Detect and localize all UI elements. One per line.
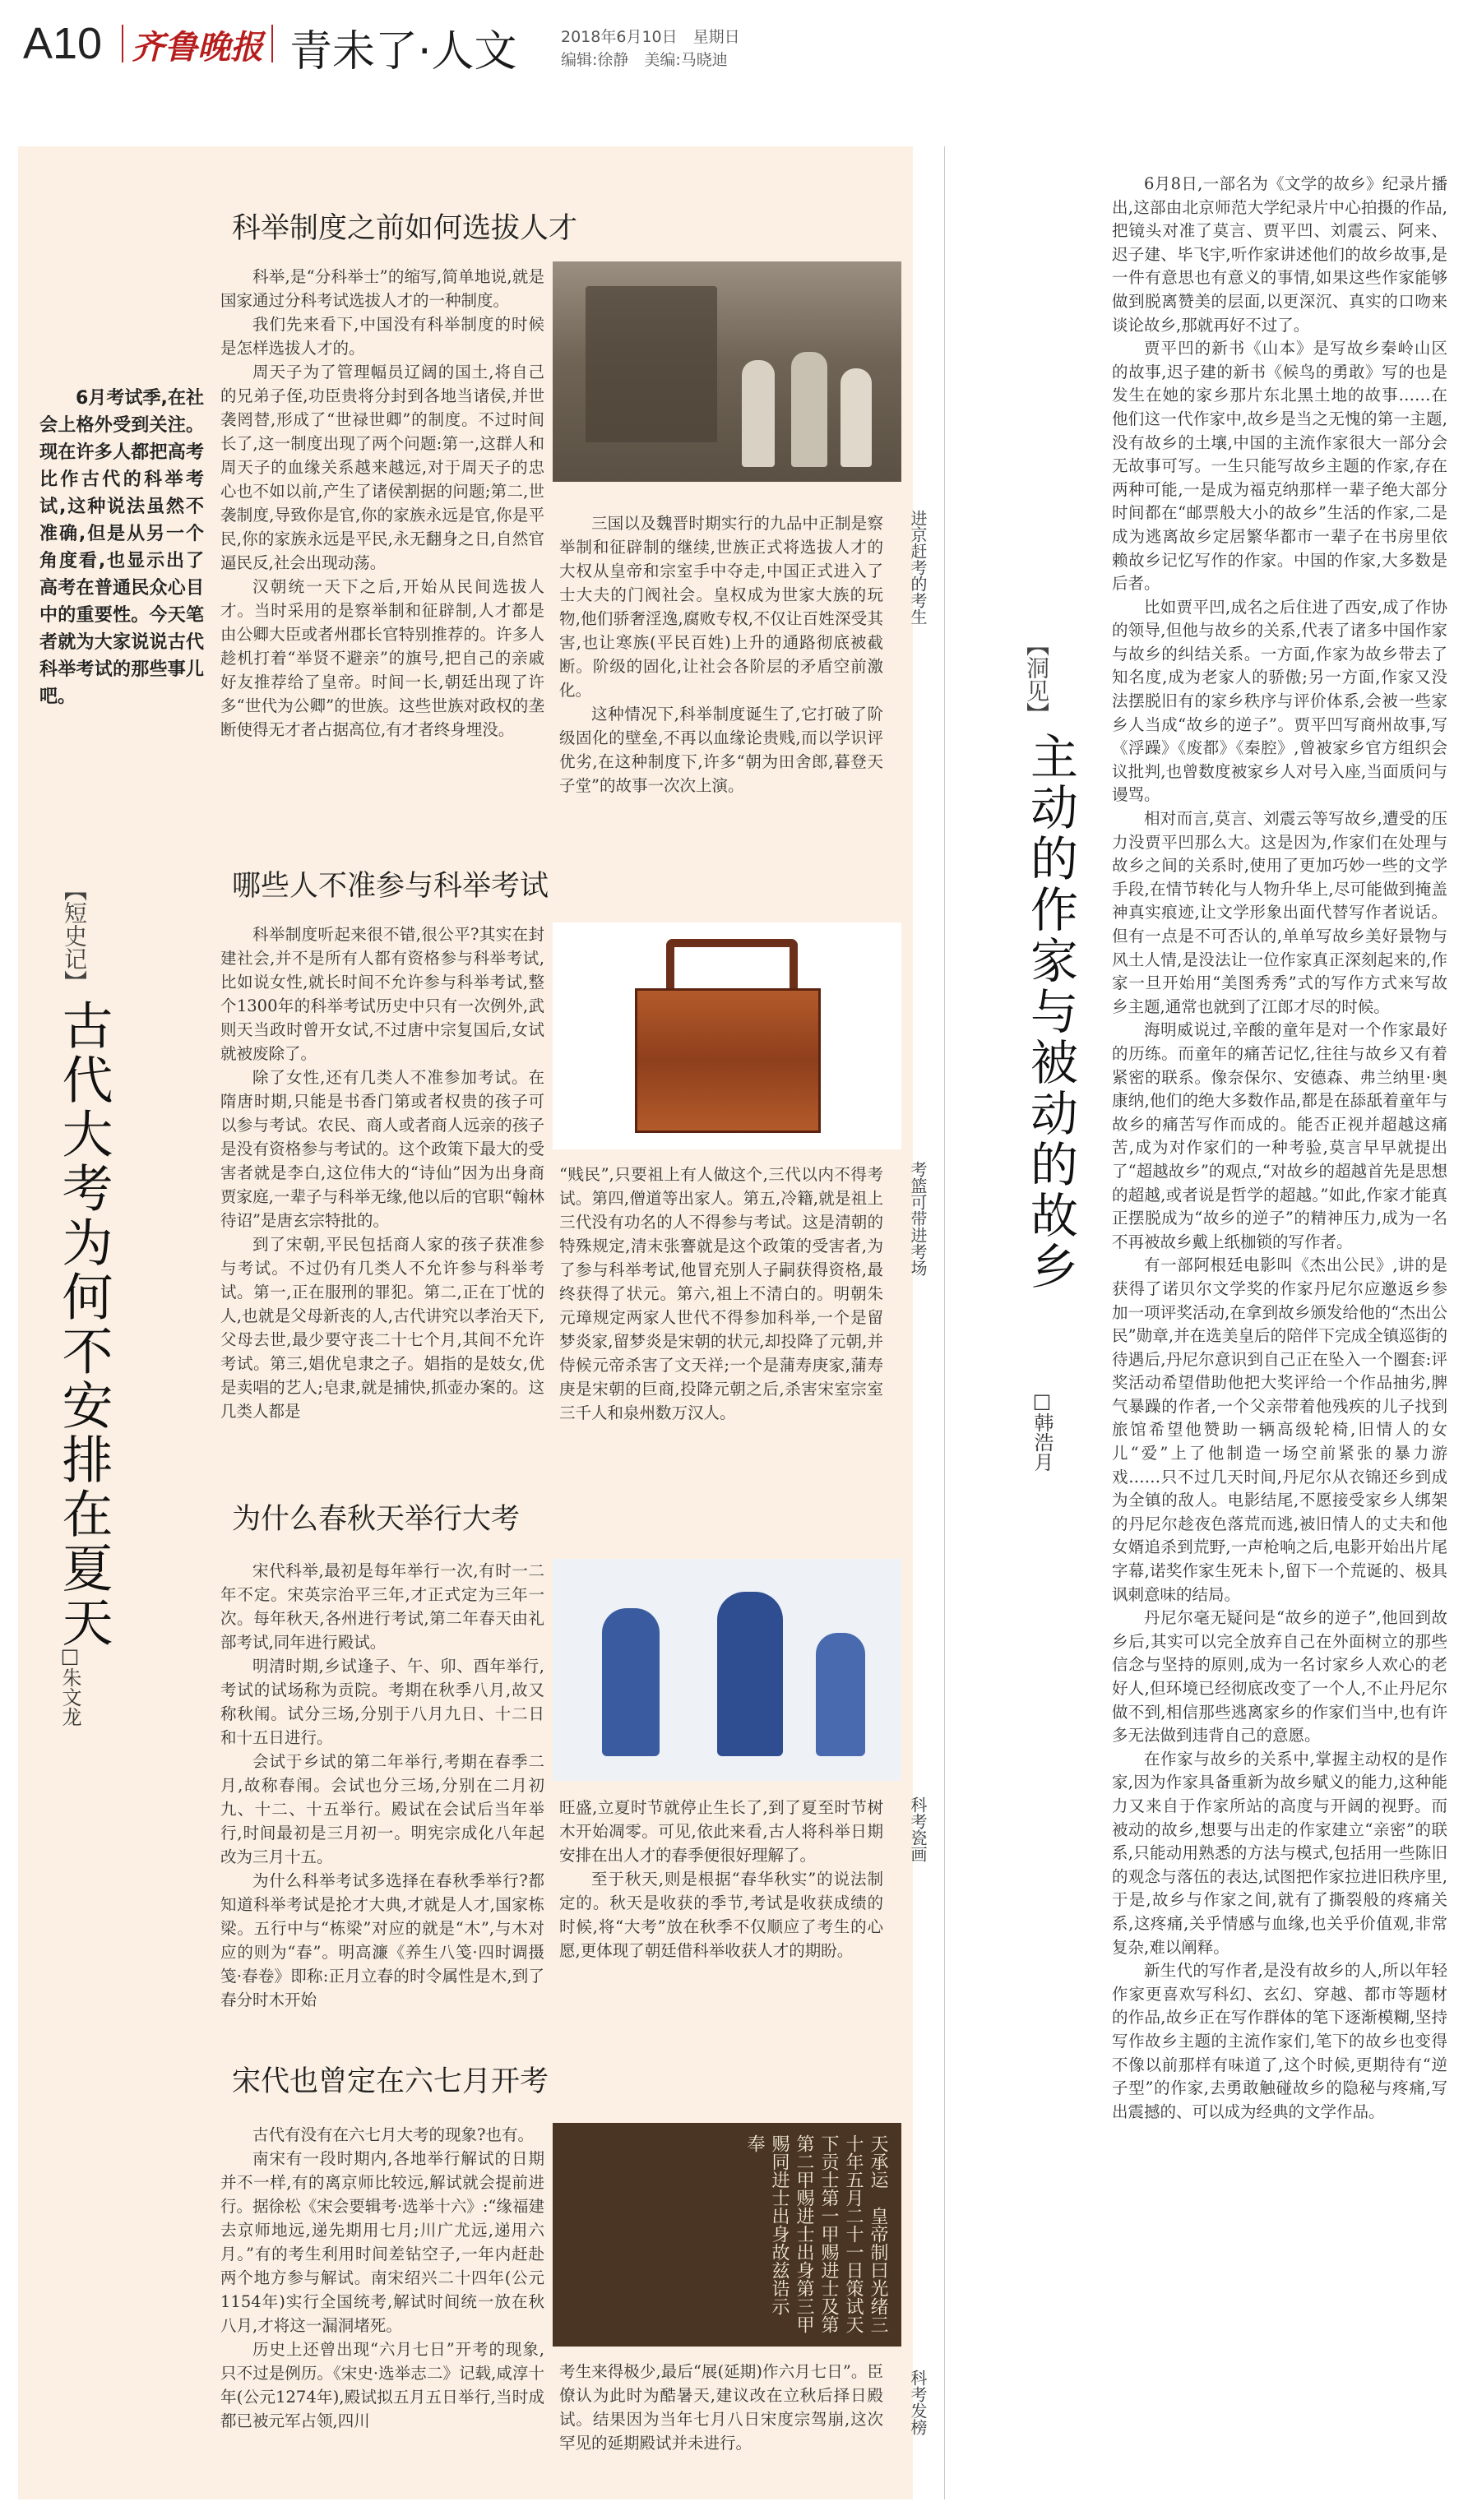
photo-exam-results-list <box>553 2123 901 2347</box>
paragraph: 会试于乡试的第二年举行,考期在春季二月,故称春闱。会试也分三场,分别在二月初九、十二、十五举行。殿试在会试后当年举行,时间最初是三月初一。明宪宗成化八年起改为三月十五。 <box>220 1752 544 1866</box>
section-title-3: 为什么春秋天举行大考 <box>232 1503 521 1536</box>
paragraph: 汉朝统一天下之后,开始从民间选拔人才。当时采用的是察举制和征辟制,人才都是由公卿大臣或者州郡长官特别推荐的。许多人趁机打着“举贤不避亲”的旗号,把自己的亲戚好友推荐给了皇帝。时间一长,朝廷出现了许多“世代为公卿”的世族。这些世族对政权的垄断使得无才者占据高位,有才者终身埋没。 <box>220 577 544 739</box>
paragraph: 宋代科举,最初是每年举行一次,有时一二年不定。宋英宗治平三年,才正式定为三年一次。每年秋天,各州进行考试,第二年春天由礼部考试,同年进行殿试。 <box>220 1561 544 1652</box>
section-title-4: 宋代也曾定在六七月开考 <box>232 2065 549 2098</box>
paragraph: 科举制度听起来很不错,很公平?其实在封建社会,并不是所有人都有资格参与科举考试,比如说女性,就长时间不允许参与科举考试,整个1300年的科举考试历史中只有一次例外,武则天当政时曾开女试,不过唐中宗复国后,女试就被废除了。 <box>220 925 544 1063</box>
paragraph: 比如贾平凹,成名之后住进了西安,成了作协的领导,但他与故乡的关系,代表了诸多中国作家与故乡的纠结关系。一方面,作家为故乡带去了知名度,成为老家人的骄傲;另一方面,作家又没法摆脱旧有的家乡秩序与评价体系,会被一些家乡人当成“故乡的逆子”。贾平凹写商州故事,写《浮躁》《废都》《秦腔》,曾被家乡官方组织会议批判,也曾数度被家乡人对号入座,当面质问与谩骂。 <box>1112 597 1447 805</box>
photo-caption-1: 进京赶考的考生 <box>908 510 928 625</box>
paragraph: 这种情况下,科举制度诞生了,它打破了阶级固化的壁垒,不再以血缘论贵贱,而以学识评优劣,在这种制度下,许多“朝为田舍郎,暮登天子堂”的故事一次次上演。 <box>559 705 883 795</box>
photo-figure <box>791 352 827 467</box>
section-3-column-1 <box>220 1559 544 2012</box>
paragraph: 相对而言,莫言、刘震云等写故乡,遭受的压力没贾平凹那么大。这是因为,作家们在处理与故乡之间的关系时,使用了更加巧妙一些的文学手段,在情节转化与人物升华上,尽可能做到掩盖神真实痕迹,让文学形象出面代替写作者说话。但有一点是不可否认的,单单写故乡美好景物与风土人情,是没法让一位作家真正深刻起来的,作家一旦开始用“美图秀秀”式的写作方式来写故乡主题,通常也就到了江郎才尽的时候。 <box>1112 809 1447 1016</box>
paragraph: 三国以及魏晋时期实行的九品中正制是察举制和征辟制的继续,世族正式将选拔人才的大权从皇帝和宗室手中夺走,中国正式进入了士大夫的门阀社会。皇权成为世家大族的玩物,他们骄奢淫逸,腐败专权,不仅让百姓深受其害,也让寒族(平民百姓)上升的通路彻底被截断。阶级的固化,让社会各阶层的矛盾空前激化。 <box>559 514 883 700</box>
paragraph: 古代有没有在六七月大考的现象?也有。 <box>252 2125 534 2144</box>
paragraph: 有一部阿根廷电影叫《杰出公民》,讲的是获得了诺贝尔文学奖的作家丹尼尔应邀返乡参加一项评奖活动,在拿到故乡颁发给他的“杰出公民”勋章,并在选美皇后的陪伴下完成全镇巡街的待遇后,丹尼尔意识到自己正在坠入一个圈套:评奖活动希望借助他把大奖评给一个作品抽劣,脾气暴躁的作者,一个父亲带着他残疾的儿子找到旅馆希望他赞助一辆高级轮椅,旧情人的女儿“爱”上了他制造一场空前紧张的暴力游戏……只不过几天时间,丹尼尔从衣锦还乡到成为全镇的敌人。电影结尾,不愿接受家乡人绑架的丹尼尔趁夜色落荒而逃,被旧情人的丈夫和他女婿追杀到荒野,一声枪响之后,电影开始出片尾字幕,诺奖作家生死未卜,留下一个荒诞的、极具讽刺意味的结局。 <box>1112 1255 1447 1604</box>
section-name: 青未了·人文 <box>289 27 517 76</box>
paragraph: “贱民”,只要祖上有人做这个,三代以内不得考试。第四,僧道等出家人。第五,冷籍,就是祖上三代没有功名的人不得参与考试。这是清朝的特殊规定,清末张謇就是这个政策的受害者,为了参与科举考试,他冒充别人子嗣获得资格,最终获得了状元。第六,祖上不清白的。明朝朱元璋规定两家人世代不得参加科举,一个是留梦炎家,留梦炎是宋朝的状元,却投降了元朝,并侍候元帝杀害了文天祥;一个是蒲寿庚家,蒲寿庚是宋朝的巨商,投降元朝之后,杀害宋室宗室三千人和泉州数万汉人。 <box>559 1165 883 1422</box>
section-4-column-2 <box>559 2360 883 2455</box>
photo-figure <box>742 360 775 467</box>
page-number: A10 <box>23 19 103 68</box>
paragraph: 在作家与故乡的关系中,掌握主动权的是作家,因为作家具备重新为故乡赋义的能力,这种能力又来自于作家所站的高度与开阔的视野。而被动的故乡,想要与出走的作家建立“亲密”的联系,只能动用熟悉的方法与模式,包括用一些陈旧的观念与落伍的表达,试图把作家拉进旧秩序里,于是,故乡与作家之间,就有了撕裂般的疼痛关系,这疼痛,关乎情感与血缘,也关乎价值观,非常复杂,难以阐释。 <box>1112 1749 1447 1957</box>
section-3-column-2 <box>559 1796 883 1963</box>
paragraph: 旺盛,立夏时节就停止生长了,到了夏至时节树木开始凋零。可见,依此来看,古人将科举日期安排在出人才的春季便很好理解了。 <box>559 1798 883 1865</box>
photo-figure <box>841 368 872 467</box>
paragraph: 科举,是“分科举士”的缩写,简单地说,就是国家通过分科考试选拔人才的一种制度。 <box>220 267 544 310</box>
article-intro: 6月考试季,在社会上格外受到关注。现在许多人都把高考比作古代的科举考试,这种说法虽然不准确,但是从另一个角度看,也显示出了高考在普通民众心目中的重要性。今天笔者就为大家说说古代科举考试的那些事儿吧。 <box>39 388 204 707</box>
paragraph: 周天子为了管理幅员辽阔的国土,将自己的兄弟子侄,功臣贵将分封到各地当诸侯,并世袭罔替,形成了“世禄世卿”的制度。不过时间长了,这一制度出现了两个问题:第一,这群人和周天子的血缘关系越来越远,对于周天子的忠心也不如以前,产生了诸侯割据的问题;第二,世袭制度,导致你是官,你的家族永远是官,你是平民,你的家族永远是平民,永无翻身之日,自然官逼民反,社会出现动荡。 <box>220 363 544 572</box>
section-title-2: 哪些人不准参与科举考试 <box>232 870 549 903</box>
paragraph: 考生来得极少,最后“展(延期)作六月七日”。臣僚认为此时为酷暑天,建议改在立秋后择日殿试。结果因为当年七月八日宋度宗驾崩,这次罕见的延期殿试并未进行。 <box>559 2362 883 2453</box>
paragraph: 南宋有一段时期内,各地举行解试的日期并不一样,有的离京师比较远,解试就会提前进行。据徐松《宋会要辑考·选举十六》:“缘福建去京师地远,递先期用七月;川广尤远,递用六月。”有的考生利用时间差钻空子,一年内赶赴两个地方参与解试。南宋绍兴二十四年(公元1154年)实行全国统考,解试时间统一放在秋八月,才将这一漏洞堵死。 <box>220 2149 544 2335</box>
photo-caption-2: 考篮可带进考场 <box>908 1161 928 1276</box>
paragraph: 我们先来看下,中国没有科举制度的时候是怎样选拔人才的。 <box>220 315 544 358</box>
right-byline: □韩浩月 <box>1030 1389 1054 1472</box>
photo-exam-basket <box>553 922 901 1149</box>
photo-exam-candidates <box>553 261 901 482</box>
paragraph: 为什么科举考试多选择在春秋季举行?都知道科举考试是抡才大典,才就是人才,国家栋梁。五行中与“栋梁”对应的就是“木”,与木对应的则为“春”。明高濂《养生八笺·四时调摄笺·春卷》即称:正月立春的时令属性是木,到了春分时木开始 <box>220 1871 544 2009</box>
right-article-body <box>1112 173 1447 2124</box>
porcelain-figure <box>602 1608 660 1756</box>
masthead-divider <box>122 25 123 62</box>
left-headline: 古代大考为何不安排在夏天 <box>53 999 113 1650</box>
paragraph: 海明威说过,辛酸的童年是对一个作家最好的历练。而童年的痛苦记忆,往往与故乡又有着紧密的联系。像奈保尔、安德森、弗兰纳里·奥康纳,他们的绝大多数作品,都是在舔舐着童年与故乡的痛苦写作而成的。能否正视并超越这痛苦,成为对作家们的一种考验,莫言早早就提出了“超越故乡”的观点,“对故乡的超越首先是思想的超越,或者说是哲学的超越。”如此,作家才能真正摆脱成为“故乡的逆子”的精神压力,成为一名不再被故乡戴上纸枷锁的写作者。 <box>1112 1020 1447 1251</box>
imperial-list-text: 天承运 皇帝制曰光绪三十年五月二十一日策试天下贡士第一甲赐进士及第第二甲赐进士出身第三甲赐同进士出身故兹诰示 奉 <box>744 2134 888 2333</box>
section-1-column-1 <box>220 265 544 742</box>
photo-caption-4: 科考发榜 <box>908 2370 928 2435</box>
editors-line: 编辑:徐静 美编:马晓迪 <box>561 51 728 69</box>
section-title-1: 科举制度之前如何选拔人才 <box>232 212 578 245</box>
section-2-column-1 <box>220 922 544 1423</box>
porcelain-figure <box>717 1592 783 1756</box>
column-divider <box>944 146 945 2499</box>
photo-caption-3: 科考瓷画 <box>908 1796 928 1862</box>
column-label-insight: 【洞见】 <box>1023 633 1050 725</box>
photo-gate-shape <box>586 286 717 442</box>
date-line: 2018年6月10日 星期日 <box>561 28 740 46</box>
photo-porcelain-painting <box>553 1559 901 1781</box>
paper-logo: 齐鲁晚报 <box>132 28 263 67</box>
left-byline: □朱文龙 <box>58 1644 81 1727</box>
paragraph: 明清时期,乡试逢子、午、卯、酉年举行,考试的试场称为贡院。考期在秋季八月,故又称秋闱。试分三场,分别于八月九日、十二日和十五日进行。 <box>220 1657 544 1747</box>
paragraph: 丹尼尔毫无疑问是“故乡的逆子”,他回到故乡后,其实可以完全放弃自己在外面树立的那些信念与坚持的原则,成为一名讨家乡人欢心的老好人,但环境已经彻底改变了一个人,不止丹尼尔做不到,相信那些逃离家乡的作家们当中,也有许多无法做到违背自己的意愿。 <box>1112 1608 1447 1746</box>
paragraph: 至于秋天,则是根据“春华秋实”的说法制定的。秋天是收获的季节,考试是收获成绩的时候,将“大考”放在秋季不仅顺应了考生的心愿,更体现了朝廷借科举收获人才的期盼。 <box>559 1870 883 1960</box>
section-2-column-2 <box>559 1163 883 1425</box>
right-headline: 主动的作家与被动的故乡 <box>1022 732 1078 1292</box>
paragraph: 贾平凹的新书《山本》是写故乡秦岭山区的故事,迟子建的新书《候鸟的勇敢》写的也是发生在她的家乡那片东北黑土地的故事……在他们这一代作家中,故乡是当之无愧的第一主题,没有故乡的土壤,中国的主流作家很大一部分会无故事可写。一生只能写故乡主题的作家,存在两种可能,一是成为福克纳那样一辈子绝大部分时间都在“邮票般大小的故乡”生活的作家,二是成为逃离故乡定居繁华都市一辈子在书房里依赖故乡记忆写作的作家。中国的作家,大多数是后者。 <box>1112 339 1447 594</box>
paragraph: 历史上还曾出现“六月七日”开考的现象,只不过是例历。《宋史·选举志二》记载,咸淳十年(公元1274年),殿试拟五月五日举行,当时成都已被元军占领,四川 <box>220 2340 544 2430</box>
basket-body <box>635 988 821 1133</box>
section-1-column-2 <box>559 511 883 798</box>
column-label-short-history: 【短史记】 <box>61 878 88 993</box>
masthead <box>0 0 1468 82</box>
masthead-divider-2 <box>271 25 273 62</box>
paragraph: 6月8日,一部名为《文学的故乡》纪录片播出,这部由北京师范大学纪录片中心拍摄的作品,把镜头对准了莫言、贾平凹、刘震云、阿来、迟子建、毕飞宇,听作家讲述他们的故乡故事,是一件有意思也有意义的事情,如果这些作家能够做到脱离赞美的层面,以更深沉、真实的口吻来谈论故乡,那就再好不过了。 <box>1112 174 1447 335</box>
paragraph: 到了宋朝,平民包括商人家的孩子获准参与考试。不过仍有几类人不允许参与科举考试。第一,正在服刑的罪犯。第二,正在丁忧的人,也就是父母新丧的人,古代讲究以孝治天下,父母去世,最少要守丧二十七个月,其间不允许考试。第三,娼优皂隶之子。娼指的是妓女,优是卖唱的艺人;皂隶,就是捕快,抓壶办案的。这几类人都是 <box>220 1235 544 1421</box>
paragraph: 除了女性,还有几类人不准参加考试。在隋唐时期,只能是书香门第或者权贵的孩子可以参与考试。农民、商人或者商人远亲的孩子是没有资格参与考试的。这个政策下最大的受害者就是李白,这位伟大的“诗仙”因为出身商贾家庭,一辈子与科举无缘,他以后的官职“翰林待诏”是唐玄宗特批的。 <box>220 1068 544 1230</box>
paragraph: 新生代的写作者,是没有故乡的人,所以年轻作家更喜欢写科幻、玄幻、穿越、都市等题材的作品,故乡正在写作群体的笔下逐渐模糊,坚持写作故乡主题的主流作家们,笔下的故乡也变得不像以前那样有味道了,这个时候,更期待有“逆子型”的作家,去勇敢触碰故乡的隐秘与疼痛,写出震撼的、可以成为经典的文学作品。 <box>1112 1961 1447 2121</box>
section-4-column-1 <box>220 2123 544 2433</box>
porcelain-figure <box>816 1633 865 1756</box>
